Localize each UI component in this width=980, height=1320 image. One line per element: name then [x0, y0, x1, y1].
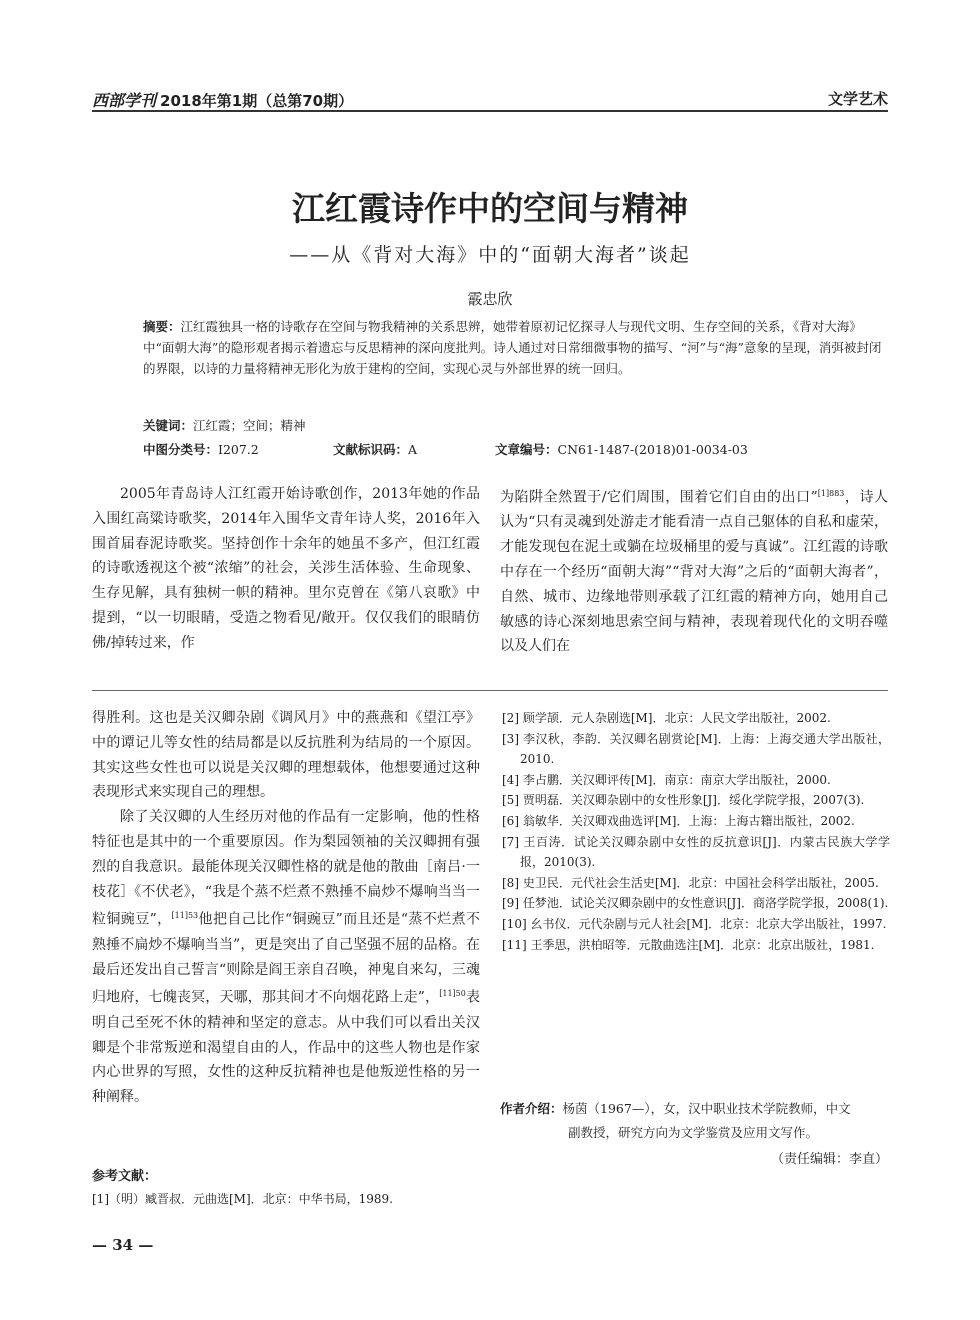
reference-item: [5] 贾明磊．关汉卿杂剧中的女性形象[J]．绥化学院学报，2007(3). [502, 793, 865, 808]
header-rule [92, 110, 888, 112]
reference-item: [11] 王季思，洪柏昭等．元散曲选注[M]．北京：北京出版社，1981. [502, 937, 875, 952]
keywords-label: 关键词： [143, 418, 194, 433]
article-subtitle: ——从《背对大海》中的“面朝大海者”谈起 [289, 244, 691, 266]
journal-brand: 西部学刊 [92, 91, 157, 110]
paragraph [92, 805, 480, 1110]
paragraph [500, 482, 888, 659]
doc-label: 文献标识码： [333, 442, 409, 457]
lower-column-left [92, 706, 480, 1110]
class-number [143, 440, 259, 458]
body-column-right [500, 482, 888, 659]
class-value: I207.2 [218, 442, 259, 457]
section-divider [92, 690, 888, 691]
editor-note: （责任编辑：李直） [770, 1152, 888, 1167]
abstract-label: 摘要： [143, 319, 181, 334]
article-number [495, 440, 748, 458]
reference-item: [2] 顾学颉．元人杂剧选[M]．北京：人民文学出版社，2002. [502, 711, 831, 725]
author-bio [500, 1097, 890, 1145]
artno-label: 文章编号： [495, 442, 558, 457]
paragraph-text: 为陷阱全然置于/它们周围，围着它们自由的出口” [500, 489, 818, 506]
paragraph: 得胜利。这也是关汉卿杂剧《调风月》中的燕燕和《望江亭》中的谭记儿等女性的结局都是以反抗胜利为结局的一个原因。其实这些女性也可以说是关汉卿的理想载体，他想要通过这种表现形式来实现自己的理想。 [92, 710, 480, 801]
doc-code [333, 440, 417, 458]
citation-marker: [11]50 [439, 989, 466, 999]
references-heading: 参考文献： [92, 1169, 158, 1184]
class-label: 中图分类号： [143, 442, 219, 457]
keywords-text: 江红霞；空间；精神 [193, 418, 306, 433]
paragraph-text: 他把自己比作“铜豌豆”而且还是“蒸不烂煮不熟捶不扁炒不爆响当当”，更是突出了自己坚强不屈的品格。在最后还发出自己誓言“则除是阎王亲自召唤，神鬼自来勾，三魂归地府，七魄丧冥，天哪，那其间才不向烟花路上走”， [92, 912, 480, 1007]
reference-item: [8] 史卫民．元代社会生活史[M]．北京：中国社会科学出版社，2005. [502, 875, 879, 890]
reference-item: [7] 王百涛．试论关汉卿杂剧中女性的反抗意识[J]．内蒙古民族大学学报，2010(3). [502, 834, 890, 870]
doc-value: A [408, 442, 418, 457]
paragraph-text: 除了关汉卿的人生经历对他的作品有一定影响，他的性格特征也是其中的一个重要原因。作为梨园领袖的关汉卿拥有强烈的自我意识。最能体现关汉卿性格的就是他的散曲［南吕·一枝花］《不伏老》，“我是个蒸不烂煮不熟捶不扁炒不爆响当当一粒铜豌豆”， [92, 809, 480, 929]
paragraph: 2005年青岛诗人江红霞开始诗歌创作，2013年她的作品入围红高粱诗歌奖，2014年入围华文青年诗人奖，2016年入围首届春泥诗歌奖。坚持创作十余年的她虽不多产，但江红霞的诗歌透视这个被“浓缩”的社会，关涉生活体验、生命现象、生存见解，具有独树一帜的精神。里尔克曾在《第八哀歌》中提到，“以一切眼睛，受造之物看见/敞开。仅仅我们的眼睛仿佛/掉转过来，作 [92, 486, 480, 651]
journal-header [92, 88, 353, 111]
citation-marker: [11]53 [171, 911, 199, 921]
page-number: — 34 — [92, 1236, 154, 1254]
body-column-left [92, 482, 480, 656]
abstract [143, 316, 893, 379]
article-author: 霰忠欣 [467, 290, 513, 308]
reference-item: [9] 任梦池．试论关汉卿杂剧中的女性意识[J]．商洛学院学报，2008(1). [502, 896, 889, 911]
citation-marker: [1]883 [817, 489, 845, 498]
bio-text-cont: 副教授，研究方向为文学鉴赏及应用文写作。 [568, 1125, 819, 1140]
bio-label: 作者介绍： [500, 1101, 563, 1116]
reference-item: [1]（明）臧晋叔．元曲选[M]．北京：中华书局，1989. [92, 1192, 394, 1206]
keywords [143, 416, 306, 434]
reference-list [502, 708, 890, 955]
section-name: 文学艺术 [827, 90, 888, 108]
journal-issue: 2018年第1期（总第70期） [160, 92, 354, 110]
reference-item: [10] 幺书仪．元代杂剧与元人社会[M]．北京：北京大学出版社，1997. [502, 916, 887, 931]
reference-item: [6] 翁敏华．关汉卿戏曲选评[M]．上海：上海古籍出版社，2002. [502, 813, 855, 828]
artno-value: CN61-1487-(2018)01-0034-03 [557, 442, 748, 457]
paragraph-text: 表明自己至死不休的精神和坚定的意志。从中我们可以看出关汉卿是个非常叛逆和渴望自由的人，作品中的这些人物也是作家内心世界的写照，女性的这种反抗精神也是他叛逆性格的另一种阐释。 [92, 990, 481, 1106]
bio-text: 杨茵（1967—），女，汉中职业技术学院教师，中文 [562, 1101, 851, 1116]
abstract-text: 江红霞独具一格的诗歌存在空间与物我精神的关系思辨，她带着原初记忆探寻人与现代文明、生存空间的关系，《背对大海》中“面朝大海”的隐形观者揭示着遗忘与反思精神的深向度批判。诗人通过对日常细微事物的描写、“河”与“海”意象的呈现，消弭被封闭的界限，以诗的力量将精神无形化为放于建构的空间，实现心灵与外部世界的统一回归。 [143, 319, 882, 376]
paragraph-text: ，诗人认为“只有灵魂到处游走才能看清一点自己躯体的自私和虚荣，才能发现包在泥土或躺在垃圾桶里的爱与真诚”。江红霞的诗歌中存在一个经历“面朝大海”“背对大海”之后的“面朝大海者”，自然、城市、边缘地带则承载了江红霞的精神方向，她用自己敏感的诗心深刻地思索空间与精神，表现着现代化的文明吞噬以及人们在 [500, 489, 889, 655]
reference-item: [3] 李汉秋，李韵．关汉卿名剧赏论[M]．上海：上海交通大学出版社，2010. [502, 731, 890, 767]
article-title: 江红霞诗作中的空间与精神 [292, 189, 688, 228]
reference-item: [4] 李占鹏．关汉卿评传[M]．南京：南京大学出版社，2000. [502, 772, 831, 787]
